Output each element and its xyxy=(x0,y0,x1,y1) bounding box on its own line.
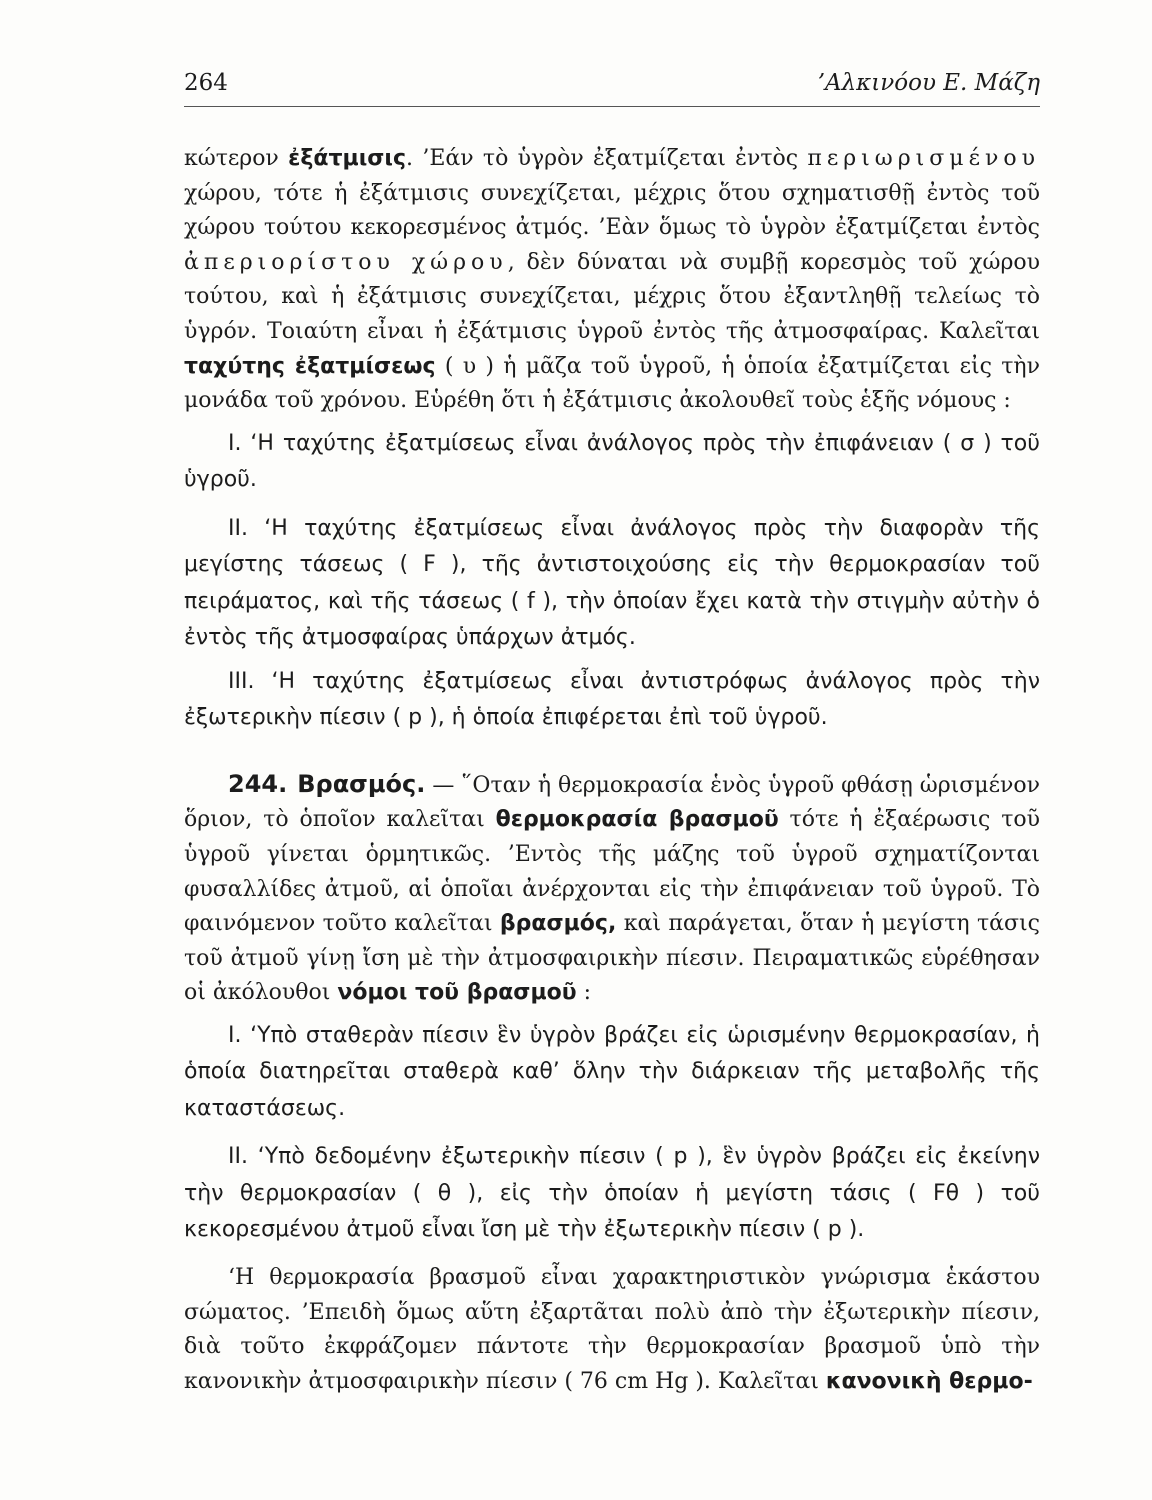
paragraph-boiling-point xyxy=(184,1261,1040,1399)
evaporation-law-1: I. ‘Η ταχύτης ἐξατμίσεως εἶναι ἀνάλογος πρὸς τὴν ἐπιφάνειαν ( σ ) τοῦ ὑγροῦ. xyxy=(184,430,1040,493)
text-run: χώρου, τότε ἡ ἐξάτμισις συνεχίζεται, μέχρις ὅτου σχηματισθῇ ἐντὸς τοῦ χώρου τούτου κεκορεσμένος ἀτμός. ’Εὰν ὅμως τὸ ὑγρὸν ἐξατμίζεται ἐντὸς xyxy=(184,180,1040,241)
running-title: ’Αλκινόου Ε. Μάζη xyxy=(817,70,1040,96)
term-boiling: βρασμός, xyxy=(499,911,617,937)
text-run: κώτερον xyxy=(184,146,289,171)
evaporation-law-2: II. ‘Η ταχύτης ἐξατμίσεως εἶναι ἀνάλογος πρὸς τὴν διαφορὰν τῆς μεγίστης τάσεως ( F ), τῆς ἀντιστοιχούσης εἰς τὴν θερμοκρασίαν τοῦ πειράματος, καὶ τῆς τάσεως ( f ), τὴν ὁποίαν ἔχει κατὰ τὴν στιγμὴν αὐτὴν ὁ ἐντὸς τῆς ἀτμοσφαίρας ὑπάρχων ἀτμός. xyxy=(184,515,1040,651)
evaporation-law-3: III. ‘Η ταχύτης ἐξατμίσεως εἶναι ἀντιστρόφως ἀνάλογος πρὸς τὴν ἐξωτερικὴν πίεσιν ( p ), ἡ ὁποία ἐπιφέρεται ἐπὶ τοῦ ὑγροῦ. xyxy=(184,668,1040,731)
emphasis-confined-space: περιωρισμένου xyxy=(807,146,1040,171)
text-run: , δὲν δύναται νὰ συμβῇ κορεσμὸς τοῦ χώρου τούτου, καὶ ἡ ἐξάτμισις συνεχίζεται, μέχρις ὅτου ἐξαντληθῇ τελείως τὸ ὑγρόν. Τοιαύτη εἶναι ἡ ἐξάτμισις ὑγροῦ ἐντὸς τῆς ἀτμοσφαίρας. Καλεῖται xyxy=(184,249,1041,344)
term-boiling-laws: νόμοι τοῦ βρασμοῦ xyxy=(337,980,577,1006)
text-run: — ῞Οταν ἡ θερμοκρασία ἑνὸς ὑγροῦ φθάσῃ ὡρισμένον ὅριον, τὸ ὁποῖον καλεῖται xyxy=(184,772,1040,833)
boiling-law-2: II. ‘Υπὸ δεδομένην ἐξωτερικὴν πίεσιν ( p ), ἓν ὑγρὸν βράζει εἰς ἐκείνην τὴν θερμοκρασίαν ( θ ), εἰς τὴν ὁποίαν ἡ μεγίστη τάσις ( Fθ ) τοῦ κεκορεσμένου ἀτμοῦ εἶναι ἴση μὲ τὴν ἐξωτερικὴν πίεσιν ( p ). xyxy=(184,1144,1040,1243)
term-normal-boiling-point: κανονικὴ θερμο- xyxy=(825,1368,1033,1394)
page-body xyxy=(184,142,1040,1399)
term-evaporation: ἐξάτμισις xyxy=(288,146,407,171)
text-run: ( υ ) ἡ μᾶζα τοῦ ὑγροῦ, ἡ ὁποία ἐξατμίζεται εἰς τὴν μονάδα τοῦ χρόνου. Εὑρέθη ὅτι ἡ ἐξάτμισις ἀκολουθεῖ τοὺς ἑξῆς νόμους : xyxy=(184,353,1040,414)
boiling-law-1: I. ‘Υπὸ σταθερὰν πίεσιν ἓν ὑγρὸν βράζει εἰς ὡρισμένην θερμοκρασίαν, ἡ ὁποία διατηρεῖται σταθερὰ καθ’ ὅλην τὴν διάρκειαν τῆς μεταβολῆς τῆς καταστάσεως. xyxy=(184,1022,1040,1121)
page-header xyxy=(184,66,1040,107)
emphasis-unconfined-space: ἀπεριορίστου χώρου xyxy=(184,249,508,275)
term-evaporation-rate: ταχύτης ἐξατμίσεως xyxy=(184,353,436,379)
paragraph-evaporation xyxy=(184,142,1040,419)
page-number: 264 xyxy=(184,70,228,96)
section-number: 244. xyxy=(228,769,288,798)
section-title: Βρασμός. xyxy=(297,769,426,798)
text-run: : xyxy=(576,980,592,1006)
text-run: . ’Εάν τὸ ὑγρὸν ἐξατμίζεται ἐντὸς xyxy=(406,146,808,171)
text-run: ‘Η θερμοκρασία βρασμοῦ εἶναι χαρακτηριστικὸν γνώρισμα ἑκάστου σώματος. ’Επειδὴ ὅμως αὕτη ἐξαρτᾶται πολὺ ἀπὸ τὴν ἐξωτερικὴν πίεσιν, διὰ τοῦτο ἐκφράζομεν πάντοτε τὴν θερμοκρασίαν βρασμοῦ ὑπὸ τὴν κανονικὴν ἀτμοσφαιρικὴν πίεσιν ( 76 cm Hg ). Καλεῖται xyxy=(184,1264,1040,1394)
term-boiling-temperature: θερμοκρασία βρασμοῦ xyxy=(495,807,779,833)
text-run: τότε ἡ ἐξαέρωσις τοῦ ὑγροῦ γίνεται ὁρμητικῶς. ’Εντὸς τῆς μάζης τοῦ ὑγροῦ σχηματίζονται φυσαλλίδες ἀτμοῦ, αἱ ὁποῖαι ἀνέρχονται εἰς τὴν ἐπιφάνειαν τοῦ ὑγροῦ. Τὸ φαινόμενον τοῦτο καλεῖται xyxy=(184,807,1040,937)
section-244-paragraph xyxy=(184,767,1040,1011)
text-run: καὶ παράγεται, ὅταν ἡ μεγίστη τάσις τοῦ ἀτμοῦ γίνῃ ἴση μὲ τὴν ἀτμοσφαιρικὴν πίεσιν. Πειραματικῶς εὑρέθησαν οἱ ἀκόλουθοι xyxy=(184,911,1040,1006)
